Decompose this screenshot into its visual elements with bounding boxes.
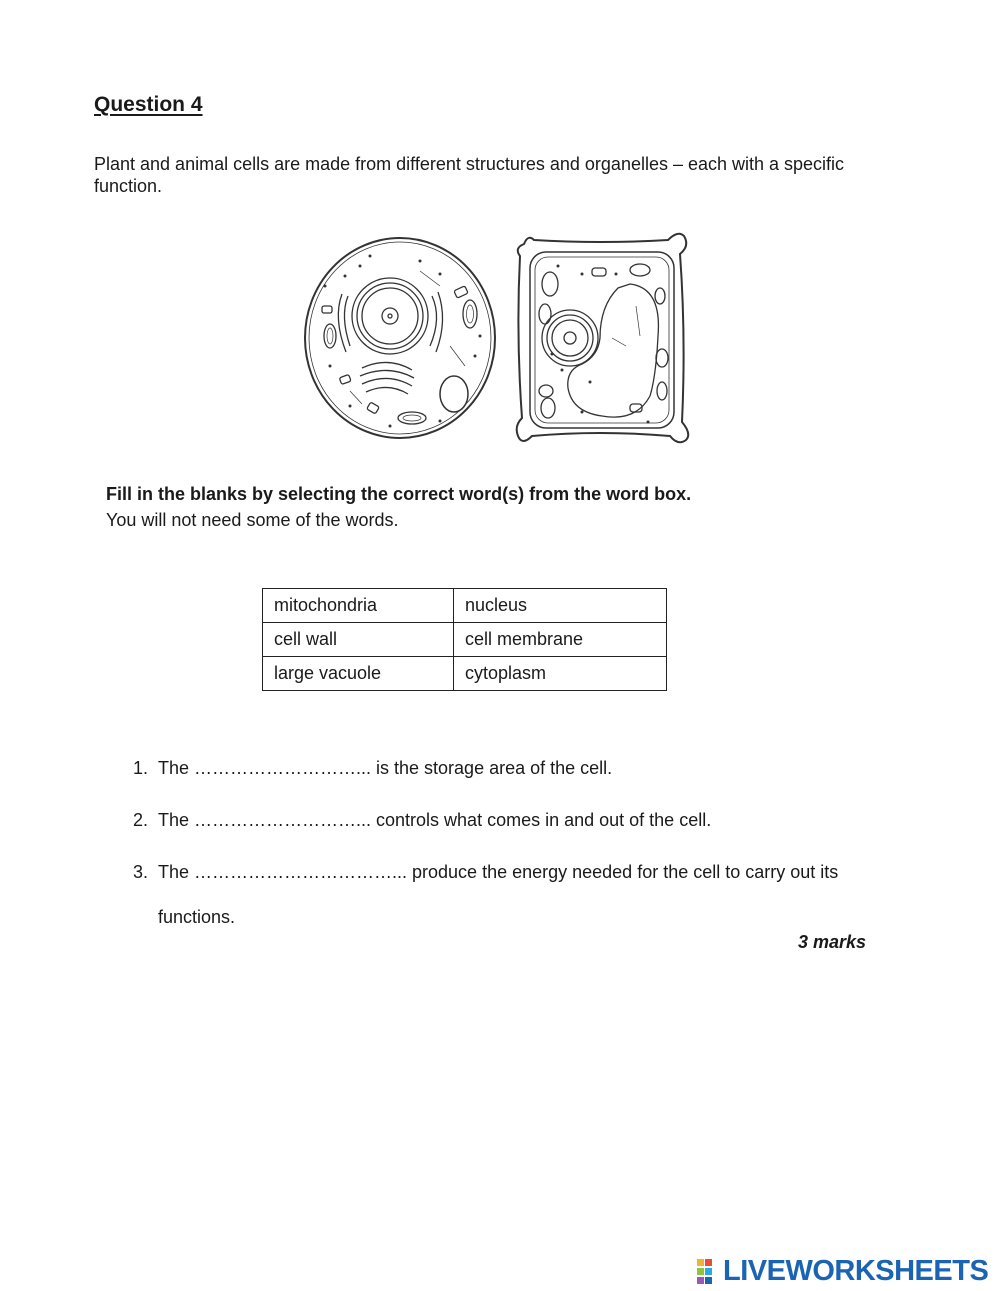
question-text-continuation: functions. bbox=[158, 907, 236, 927]
question-number: 1. bbox=[132, 758, 148, 778]
word-box-row bbox=[263, 623, 667, 657]
word-box-cell: nucleus bbox=[454, 589, 667, 623]
instruction-note: You will not need some of the words. bbox=[106, 510, 399, 530]
word-box-table bbox=[262, 588, 667, 691]
word-box-cell: cell wall bbox=[263, 623, 454, 657]
word-box-row bbox=[263, 657, 667, 691]
word-box-cell: cell membrane bbox=[454, 623, 667, 657]
question-number: 3. bbox=[132, 862, 148, 882]
question-text: The ………………………... is the storage area of the cell. bbox=[158, 758, 613, 778]
question-intro: Plant and animal cells are made from different structures and organelles – each with a specific function. bbox=[94, 154, 845, 196]
question-text: The ………………………... controls what comes in and out of the cell. bbox=[158, 810, 712, 830]
liveworksheets-logo bbox=[697, 1255, 988, 1288]
plant-cell-illustration bbox=[517, 234, 689, 443]
word-box-row bbox=[263, 589, 667, 623]
question-text: The ……………………………... produce the energy needed for the cell to carry out its bbox=[158, 862, 839, 882]
question-title: Question 4 bbox=[94, 93, 203, 116]
liveworksheets-logo-text: LIVEWORKSHEETS bbox=[723, 1255, 989, 1287]
word-box-cell: cytoplasm bbox=[454, 657, 667, 691]
word-box-cell: large vacuole bbox=[263, 657, 454, 691]
cell-diagram-image bbox=[300, 226, 692, 448]
liveworksheets-logo-icon bbox=[697, 1259, 721, 1285]
marks-label: 3 marks bbox=[798, 932, 867, 952]
instruction-heading: Fill in the blanks by selecting the correct word(s) from the word box. bbox=[106, 484, 692, 504]
word-box-cell: mitochondria bbox=[263, 589, 454, 623]
question-number: 2. bbox=[132, 810, 148, 830]
animal-cell-illustration bbox=[305, 238, 495, 438]
